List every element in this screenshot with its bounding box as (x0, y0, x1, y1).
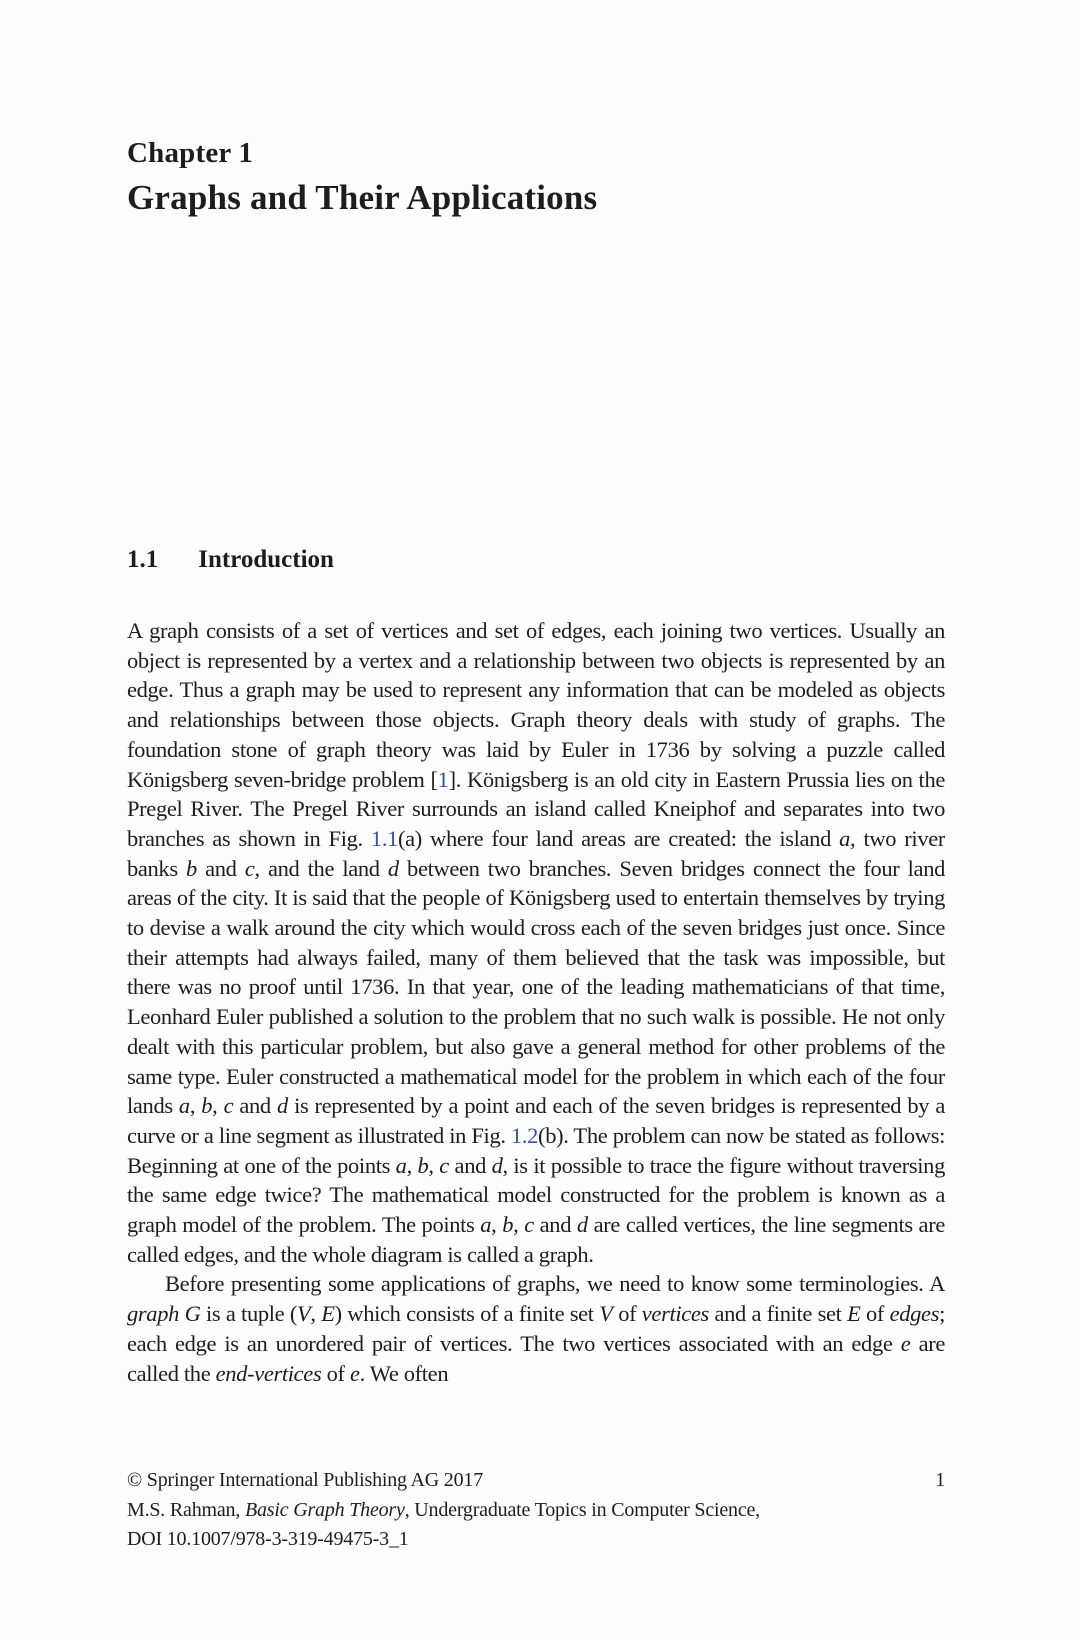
paragraph (127, 1269, 945, 1388)
section-title: Introduction (198, 546, 334, 573)
figure-ref-1-1[interactable]: 1.1 (370, 825, 398, 851)
text-run: and (196, 855, 245, 881)
italic-term: c (244, 855, 255, 881)
text-run: (b). The problem can now be stated as follows: Beginning at one of the points (127, 1122, 945, 1178)
italic-term: b (185, 855, 197, 881)
text-run: A graph consists of a set of vertices and set of edges, each joining two vertices. Usually an object is represented by a vertex and a relationship between two objects is represented by an edge. Thus a graph may be used to represent any information that can be modeled as objects and relationships between those objects. Graph theory deals with study of graphs. The foundation stone of graph theory was laid by Euler in 1736 by solving a puzzle called Königsberg seven-bridge problem [ (127, 618, 945, 792)
section-number: 1.1 (127, 546, 159, 573)
text-run: ]. Königsberg is an old city in Eastern Prussia lies on the Pregel River. The Pregel River surrounds an island called Kneiphof and separates into two branches as shown in Fig. (127, 766, 945, 851)
text-run: , (513, 1212, 525, 1238)
text-run: ) which consists of a finite set (334, 1301, 600, 1327)
body-paragraphs (127, 616, 945, 1461)
footer-copyright-row (127, 1466, 945, 1496)
italic-term: b (502, 1212, 514, 1238)
text-run: M.S. Rahman, (127, 1498, 245, 1521)
text-run: are called vertices, the line segments are called edges, and the whole diagram is called a graph. (127, 1212, 945, 1267)
italic-term: a (395, 1152, 407, 1178)
italic-term: c (223, 1093, 234, 1119)
text-run: , (310, 1301, 322, 1327)
italic-term: a (839, 825, 851, 851)
chapter-label: Chapter 1 (127, 137, 254, 169)
text-run: of (860, 1301, 890, 1327)
text-run: , two river banks (127, 825, 945, 881)
text-run: between two branches. Seven bridges connect the four land areas of the city. It is said that the people of Königsberg used to entertain themselves by trying to devise a walk around the city which would cross each of the seven bridges just once. Since their attempts had always failed, many of them believed that the task was impossible, but there was no proof until 1736. In that year, one of the leading mathematicians of that time, Leonhard Euler published a solution to the problem that no such walk is possible. He not only dealt with this particular problem, but also gave a general method for other problems of the same type. Euler constructed a mathematical model for the problem in which each of the four lands (127, 855, 945, 1119)
paragraph (127, 616, 945, 1269)
italic-term: E (321, 1301, 335, 1327)
section-heading (127, 545, 334, 575)
italic-term: G (184, 1301, 201, 1327)
text-run: (a) where four land areas are created: the island (398, 825, 840, 851)
italic-term: c (524, 1212, 534, 1238)
figure-ref-1-2[interactable]: 1.2 (510, 1122, 539, 1148)
italic-term: vertices (641, 1301, 709, 1327)
italic-term: d (277, 1093, 288, 1119)
italic-term: c (439, 1152, 449, 1178)
italic-term: E (847, 1301, 861, 1327)
text-run: , Undergraduate Topics in Computer Science, (404, 1498, 760, 1521)
italic-term: d (387, 855, 399, 881)
text-run: , (189, 1093, 202, 1119)
text-run: , (491, 1212, 503, 1238)
chapter-title: Graphs and Their Applications (127, 178, 598, 217)
text-run: is represented by a point and each of the seven bridges is represented by a curve or a line segment as illustrated in Fig. (127, 1093, 945, 1148)
italic-term: a (480, 1212, 492, 1238)
italic-term: e (900, 1330, 911, 1356)
text-run: . We often (359, 1360, 449, 1386)
italic-term: V (599, 1301, 613, 1327)
italic-term: end-vertices (215, 1360, 322, 1386)
italic-term: b (201, 1093, 213, 1119)
text-run: , and the land (254, 855, 388, 881)
italic-term: a (178, 1093, 190, 1119)
italic-term: e (349, 1360, 360, 1386)
text-run: is a tuple ( (200, 1301, 297, 1327)
text-run: and (233, 1093, 277, 1119)
italic-term: d (576, 1212, 588, 1238)
citation-link-1[interactable]: 1 (437, 766, 449, 792)
text-run: and (533, 1212, 577, 1238)
copyright-notice: © Springer International Publishing AG 2017 (127, 1469, 484, 1491)
text-run: of (321, 1360, 350, 1386)
text-run: , (406, 1152, 418, 1178)
text-run: , is it possible to trace the figure without traversing the same edge twice? The mathematical model constructed for the problem is known as a graph model of the problem. The points (127, 1152, 945, 1238)
italic-term: edges (889, 1301, 940, 1327)
footer-citation (127, 1496, 945, 1526)
text-run: of (612, 1301, 642, 1327)
text-run: and a finite set (708, 1301, 848, 1327)
italic-term: V (296, 1301, 311, 1327)
page-footer (127, 1466, 945, 1555)
text-run: are called the (127, 1330, 945, 1386)
text-run: ; each edge is an unordered pair of vertices. The two vertices associated with an edge (127, 1301, 945, 1356)
italic-term: Basic Graph Theory (244, 1498, 405, 1521)
italic-term: b (417, 1152, 429, 1178)
text-run: , (212, 1093, 224, 1119)
page-number: 1 (935, 1469, 945, 1491)
italic-term: graph (127, 1301, 180, 1327)
italic-term: d (491, 1152, 503, 1178)
text-run: , (428, 1152, 440, 1178)
text-run: Before presenting some applications of graphs, we need to know some terminologies. A (165, 1271, 945, 1297)
footer-doi: DOI 10.1007/978-3-319-49475-3_1 (127, 1528, 409, 1550)
text-run: and (448, 1152, 492, 1178)
